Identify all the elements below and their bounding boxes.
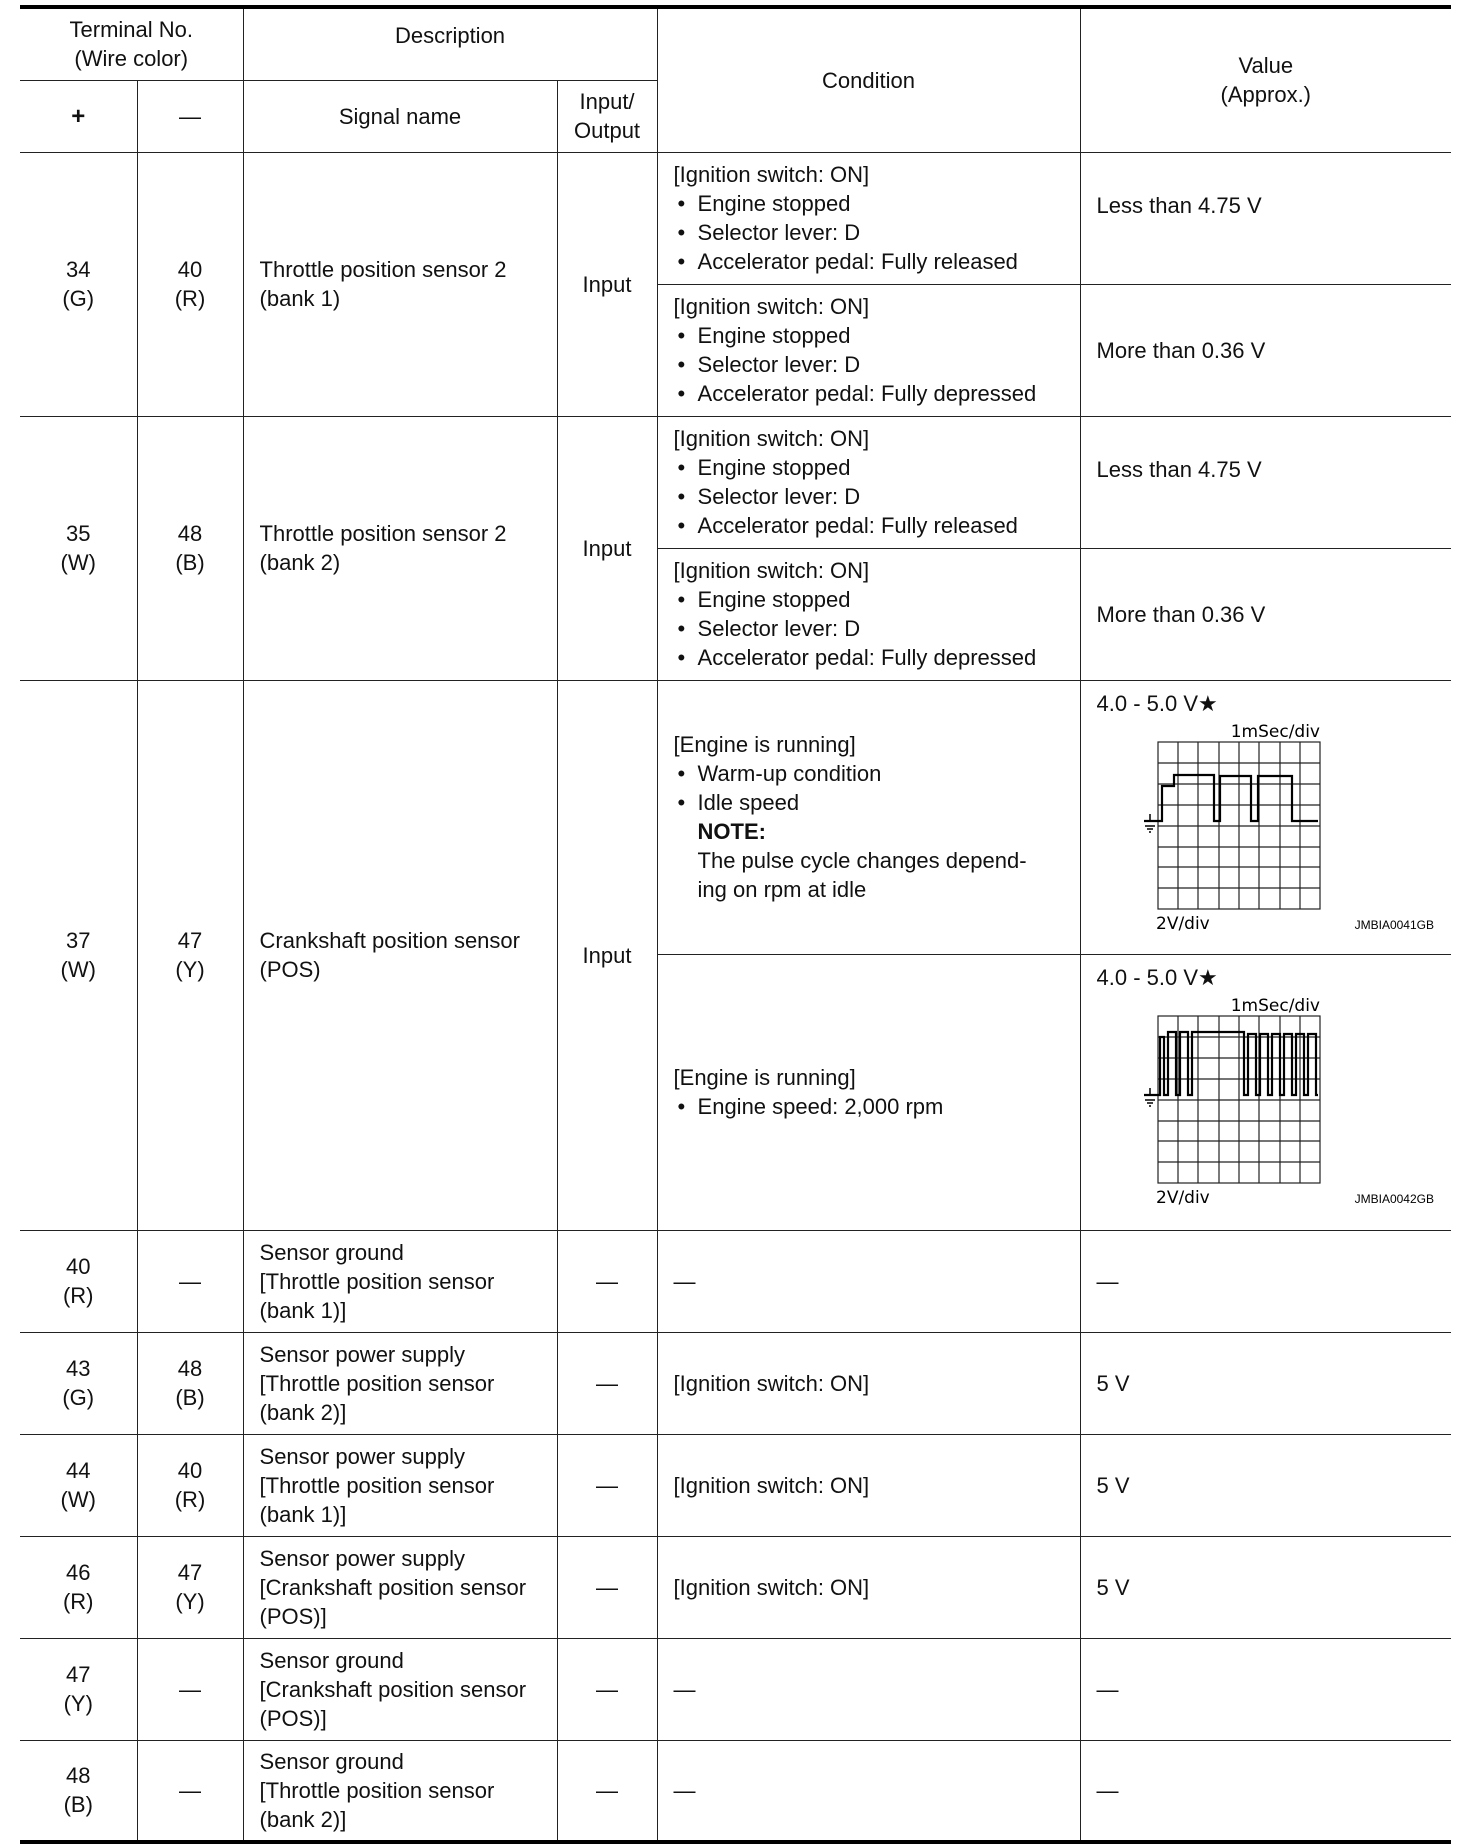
list-item: • Engine stopped [674, 585, 1080, 614]
io-label-2: Output [574, 118, 641, 143]
signal-line: (POS)] [259, 1705, 327, 1731]
wire-color: (Y) [63, 1691, 93, 1716]
io-cell: — [557, 1434, 657, 1536]
note-text: ing on rpm at idle [697, 877, 867, 902]
signal-line: [Crankshaft position sensor [259, 1676, 527, 1702]
minus-terminal: — [137, 1740, 243, 1842]
signal-line: [Throttle position sensor [259, 1472, 495, 1498]
list-item: • Selector lever: D [674, 614, 1080, 643]
list-item: • Selector lever: D [674, 482, 1080, 511]
io-cell: — [557, 1638, 657, 1740]
list-item: • Idle speed [674, 788, 1080, 817]
condition-cell: — [657, 1230, 1080, 1332]
list-item: • Warm-up condition [674, 759, 1080, 788]
io-cell: Input [557, 416, 657, 680]
signal-line: (bank 1) [259, 286, 341, 311]
wire-color: (B) [63, 1792, 93, 1818]
io-cell: Input [557, 680, 657, 1230]
volt-div-label: 2V/div [1155, 913, 1210, 934]
terminal-number: 48 [66, 1763, 91, 1789]
io-label-1: Input/ [579, 89, 635, 114]
signal-name [243, 1536, 557, 1638]
terminal-table [20, 5, 1451, 1844]
value-cell [1080, 680, 1451, 954]
terminal-number: 40 [177, 1458, 203, 1483]
table-row [20, 1638, 1451, 1740]
oscilloscope-waveform [1096, 992, 1436, 1210]
condition-cell [657, 548, 1080, 680]
plus-header: + [20, 80, 137, 152]
signal-name [243, 1332, 557, 1434]
ground-symbol [1145, 814, 1155, 832]
signal-line: (bank 1)] [259, 1501, 347, 1527]
signal-line: [Throttle position sensor [259, 1268, 495, 1294]
table-row [20, 680, 1451, 954]
signal-line: Throttle position sensor 2 [259, 257, 507, 282]
figure-code: JMBIA0042GB [1354, 1191, 1434, 1206]
signal-line: Throttle position sensor 2 [259, 521, 507, 546]
oscilloscope-waveform [1096, 718, 1436, 936]
list-item: • Selector lever: D [674, 218, 1080, 247]
value-cell: 5 V [1080, 1434, 1451, 1536]
condition-list [674, 759, 1080, 817]
terminal-number: 47 [177, 1560, 203, 1585]
condition-head: [Engine is running] [673, 1065, 856, 1090]
plus-terminal [20, 680, 137, 1230]
wire-color: (W) [60, 957, 96, 982]
minus-terminal [137, 1332, 243, 1434]
wire-color: (Y) [175, 1589, 205, 1614]
minus-terminal: — [137, 1638, 243, 1740]
minus-terminal: — [137, 1230, 243, 1332]
plus-terminal [20, 1332, 137, 1434]
list-item: • Accelerator pedal: Fully depressed [674, 379, 1080, 408]
signal-name [243, 680, 557, 1230]
condition-list [674, 321, 1080, 408]
terminal-number: 37 [66, 928, 91, 953]
table-row [20, 1740, 1451, 1842]
plus-terminal [20, 1638, 137, 1740]
condition-head: [Ignition switch: ON] [673, 294, 870, 319]
value-cell: 5 V [1080, 1536, 1451, 1638]
terminal-number: 40 [177, 257, 203, 282]
value-cell: More than 0.36 V [1080, 284, 1451, 416]
minus-terminal [137, 1536, 243, 1638]
terminal-label: Terminal No. [69, 17, 193, 43]
value-text: 4.0 - 5.0 V★ [1096, 964, 1218, 990]
condition-head: [Ignition switch: ON] [673, 426, 870, 451]
signal-name [243, 1434, 557, 1536]
minus-terminal [137, 1434, 243, 1536]
wire-color: (G) [62, 286, 95, 311]
terminal-number: 34 [66, 257, 91, 282]
signal-line: Sensor ground [259, 1647, 404, 1673]
minus-terminal [137, 152, 243, 416]
condition-list [674, 189, 1080, 276]
signal-line: (bank 2)] [259, 1806, 347, 1832]
signal-line: Sensor power supply [259, 1545, 465, 1571]
signal-line: Sensor ground [259, 1748, 404, 1774]
ground-symbol [1145, 1088, 1155, 1106]
list-item: • Engine speed: 2,000 rpm [674, 1092, 1080, 1121]
minus-header: — [137, 80, 243, 152]
signal-line: (bank 1)] [259, 1297, 347, 1323]
signal-name [243, 152, 557, 416]
table-row [20, 1434, 1451, 1536]
terminal-header [20, 7, 243, 80]
signal-name [243, 416, 557, 680]
terminal-number: 47 [177, 928, 203, 953]
terminal-number: 40 [66, 1254, 91, 1279]
wire-color: (R) [62, 1283, 94, 1308]
waveform-graph [1096, 718, 1436, 936]
note-text: The pulse cycle changes depend- [697, 848, 1027, 873]
waveform-trace [1144, 1032, 1318, 1095]
figure-code: JMBIA0041GB [1354, 917, 1434, 932]
time-div-label: 1mSec/div [1230, 995, 1320, 1016]
plus-terminal [20, 152, 137, 416]
signal-line: Crankshaft position sensor [259, 928, 520, 953]
terminal-number: 48 [177, 1356, 203, 1381]
minus-terminal [137, 680, 243, 1230]
list-item: • Selector lever: D [674, 350, 1080, 379]
condition-list [674, 1092, 1080, 1121]
signal-line: (POS)] [259, 1603, 327, 1629]
terminal-number: 35 [66, 521, 91, 546]
wire-color: (R) [62, 1589, 94, 1614]
io-header [557, 80, 657, 152]
signal-line: [Throttle position sensor [259, 1777, 495, 1803]
plus-terminal [20, 416, 137, 680]
waveform-trace [1144, 775, 1318, 821]
value-cell [1080, 954, 1451, 1230]
condition-cell: — [657, 1740, 1080, 1842]
condition-head: [Ignition switch: ON] [673, 558, 870, 583]
signal-line: Sensor power supply [259, 1341, 465, 1367]
terminal-number: 44 [66, 1458, 91, 1483]
condition-cell [657, 954, 1080, 1230]
signal-name [243, 1230, 557, 1332]
wire-color: (W) [60, 1487, 96, 1512]
condition-list [674, 585, 1080, 672]
wire-color: (B) [175, 1385, 205, 1410]
condition-list [674, 453, 1080, 540]
note-block [674, 817, 1080, 904]
terminal-number: 47 [66, 1662, 91, 1687]
plus-terminal [20, 1740, 137, 1842]
list-item: • Engine stopped [674, 189, 1080, 218]
condition-cell [657, 152, 1080, 284]
table-row [20, 1536, 1451, 1638]
plus-terminal [20, 1536, 137, 1638]
signal-line: Sensor power supply [259, 1443, 465, 1469]
note-label: NOTE: [697, 819, 766, 844]
volt-div-label: 2V/div [1155, 1187, 1210, 1208]
signal-name [243, 1638, 557, 1740]
list-item: • Engine stopped [674, 453, 1080, 482]
condition-cell: [Ignition switch: ON] [657, 1332, 1080, 1434]
wire-color: (G) [62, 1385, 95, 1410]
condition-cell [657, 416, 1080, 548]
value-cell: Less than 4.75 V [1080, 416, 1451, 548]
value-cell: — [1080, 1638, 1451, 1740]
condition-cell: [Ignition switch: ON] [657, 1434, 1080, 1536]
waveform-graph [1096, 992, 1436, 1210]
list-item: • Accelerator pedal: Fully depressed [674, 643, 1080, 672]
signal-name [243, 1740, 557, 1842]
condition-cell [657, 680, 1080, 954]
plus-terminal [20, 1230, 137, 1332]
wire-color: (W) [60, 550, 96, 575]
value-header [1080, 7, 1451, 152]
signal-line: (POS) [259, 957, 321, 982]
signal-line: (bank 2)] [259, 1399, 347, 1425]
io-cell: — [557, 1740, 657, 1842]
wire-color: (R) [174, 286, 206, 311]
minus-terminal [137, 416, 243, 680]
condition-head: [Engine is running] [673, 732, 856, 757]
plus-terminal [20, 1434, 137, 1536]
value-label: Value [1238, 53, 1294, 79]
value-cell: — [1080, 1740, 1451, 1842]
scope-grid [1158, 742, 1320, 909]
condition-cell [657, 284, 1080, 416]
list-item: • Accelerator pedal: Fully released [674, 247, 1080, 276]
signal-line: Sensor ground [259, 1239, 404, 1265]
value-cell: 5 V [1080, 1332, 1451, 1434]
value-cell: Less than 4.75 V [1080, 152, 1451, 284]
condition-cell: — [657, 1638, 1080, 1740]
io-cell: — [557, 1332, 657, 1434]
time-div-label: 1mSec/div [1230, 721, 1320, 742]
wire-color: (B) [175, 550, 205, 575]
table-row [20, 1230, 1451, 1332]
description-header: Description [243, 7, 657, 80]
terminal-number: 43 [66, 1356, 91, 1381]
value-text: 4.0 - 5.0 V★ [1096, 690, 1218, 716]
table-row [20, 416, 1451, 548]
condition-cell: [Ignition switch: ON] [657, 1536, 1080, 1638]
terminal-number: 48 [177, 521, 203, 546]
signal-name-header: Signal name [243, 80, 557, 152]
io-cell: Input [557, 152, 657, 416]
terminal-number: 46 [66, 1560, 91, 1585]
list-item: • Engine stopped [674, 321, 1080, 350]
list-item: • Accelerator pedal: Fully released [674, 511, 1080, 540]
value-cell: More than 0.36 V [1080, 548, 1451, 680]
value-cell: — [1080, 1230, 1451, 1332]
approx-label: (Approx.) [1220, 82, 1312, 108]
wire-color-label: (Wire color) [74, 46, 189, 72]
signal-line: [Throttle position sensor [259, 1370, 495, 1396]
signal-line: [Crankshaft position sensor [259, 1574, 527, 1600]
table-row [20, 1332, 1451, 1434]
wire-color: (R) [174, 1487, 206, 1512]
io-cell: — [557, 1230, 657, 1332]
condition-head: [Ignition switch: ON] [673, 162, 870, 187]
signal-line: (bank 2) [259, 550, 341, 575]
header-row-1 [20, 7, 1451, 80]
condition-header: Condition [657, 7, 1080, 152]
wire-color: (Y) [175, 957, 205, 982]
table-row [20, 152, 1451, 284]
terminal-table-wrapper [20, 5, 1451, 1844]
io-cell: — [557, 1536, 657, 1638]
